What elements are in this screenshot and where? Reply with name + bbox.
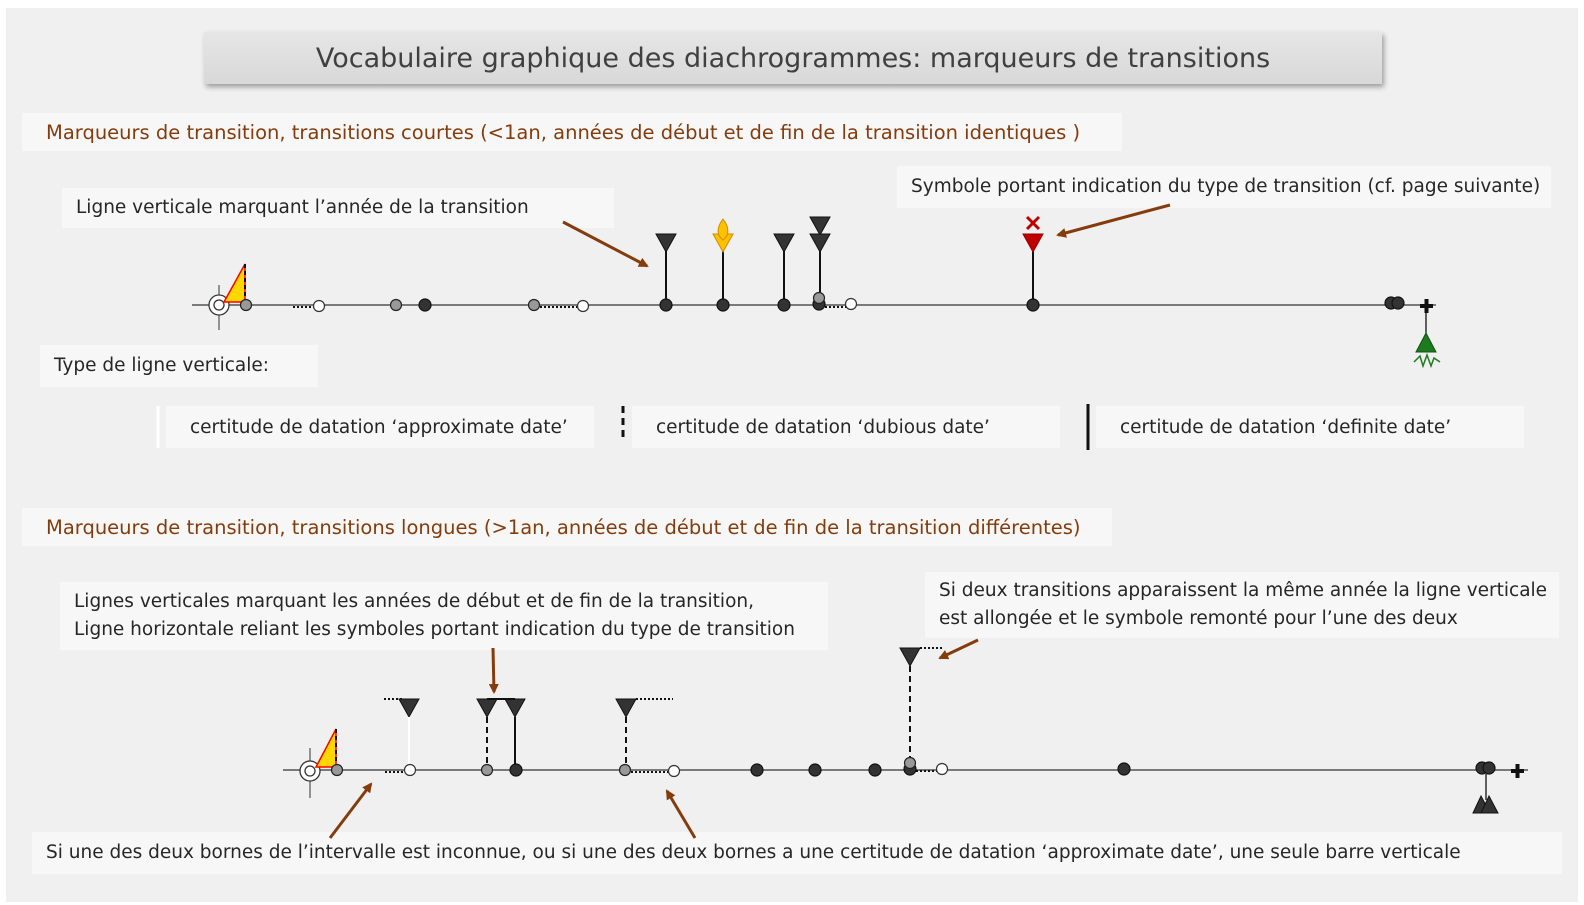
arrow-horizontal-link — [493, 648, 494, 692]
arrow-elongated — [940, 640, 978, 658]
marker-dark — [1392, 297, 1404, 309]
marker-dark — [419, 299, 431, 311]
red-cross-icon — [1027, 217, 1039, 229]
marker-dark — [1027, 299, 1039, 311]
legend-approximate-text: certitude de datation ‘approximate date’ — [190, 416, 568, 438]
down-triangle-icon — [505, 699, 525, 717]
flame-icon — [713, 219, 733, 252]
note-lines-line-1: Lignes verticales marquant les années de début et de fin de la transition, — [74, 591, 755, 612]
marker-open — [937, 764, 948, 775]
marker-open — [846, 299, 857, 310]
note-same-year-line-1: Si deux transitions apparaissent la même année la ligne verticale — [939, 580, 1548, 601]
note-lines-line-2: Ligne horizontale reliant les symboles portant indication du type de transition — [74, 619, 795, 640]
marker-dark — [1483, 762, 1495, 774]
timeline-short — [192, 217, 1440, 366]
note-bottom-text: Si une des deux bornes de l’intervalle est inconnue, ou si une des deux bornes a une certitude de datation ‘approximate date’, une seule barre verticale — [46, 842, 1461, 863]
marker-dark — [751, 764, 763, 776]
page-title: Vocabulaire graphique des diachrogrammes: marqueurs de transitions — [315, 42, 1271, 74]
down-triangle-icon — [656, 234, 676, 252]
marker-gray — [391, 300, 402, 311]
marker-gray — [482, 765, 493, 776]
wedge-icon — [316, 729, 336, 767]
section-heading-short-text: Marqueurs de transition, transitions courtes (<1an, années de début et de fin de la transition identiques ) — [46, 120, 1081, 144]
arrow-vertical-line — [563, 222, 647, 266]
marker-dark — [717, 299, 729, 311]
wedge-icon — [224, 264, 245, 302]
down-triangle-icon — [810, 217, 830, 235]
marker-gray — [332, 765, 343, 776]
marker-dark — [809, 764, 821, 776]
marker-gray — [241, 300, 252, 311]
arrow-symbol — [1058, 205, 1170, 235]
down-triangle-icon — [1023, 234, 1043, 252]
marker-dark — [660, 299, 672, 311]
note-symbol-text: Symbole portant indication du type de transition (cf. page suivante) — [911, 176, 1541, 197]
legend-definite-text: certitude de datation ‘definite date’ — [1120, 416, 1452, 438]
green-triangle-icon — [1414, 333, 1440, 366]
marker-open — [578, 301, 589, 312]
marker-gray — [620, 765, 631, 776]
marker-open — [669, 766, 680, 777]
down-triangle-icon — [477, 699, 497, 717]
down-triangle-icon — [616, 699, 636, 717]
line-type-label-text: Type de ligne verticale: — [54, 355, 269, 376]
plus-icon — [1511, 764, 1524, 778]
section-heading-long-text: Marqueurs de transition, transitions longues (>1an, années de début et de fin de la transition différentes) — [46, 515, 1081, 539]
arrow-single-bar-left — [330, 784, 371, 838]
arrow-single-bar-right — [667, 791, 695, 838]
marker-dark — [869, 764, 881, 776]
marker-dark — [1118, 763, 1130, 775]
note-vertical-line-text: Ligne verticale marquant l’année de la transition — [76, 197, 529, 218]
legend-dubious-text: certitude de datation ‘dubious date’ — [656, 416, 990, 438]
down-triangle-icon — [774, 234, 794, 252]
down-triangle-icon — [900, 648, 920, 666]
origin-icon — [209, 285, 229, 330]
origin-icon — [300, 748, 320, 798]
marker-dark — [778, 299, 790, 311]
marker-open — [314, 301, 325, 312]
marker-gray — [529, 300, 540, 311]
marker-gray — [905, 758, 916, 769]
timeline-long — [283, 648, 1528, 813]
note-same-year-line-2: est allongée et le symbole remonté pour l’une des deux — [939, 608, 1458, 629]
plus-icon — [1420, 299, 1433, 313]
down-triangle-icon — [399, 699, 419, 717]
down-triangle-icon — [810, 234, 830, 252]
marker-dark — [510, 764, 522, 776]
marker-open — [405, 765, 416, 776]
marker-gray — [814, 293, 825, 304]
